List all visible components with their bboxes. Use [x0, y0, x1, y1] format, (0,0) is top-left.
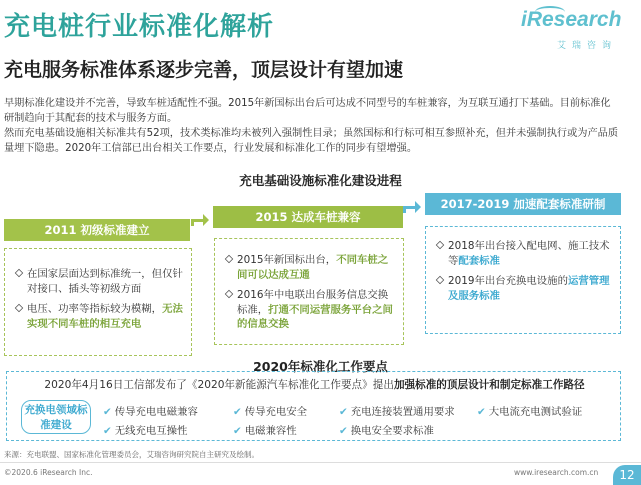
footer-divider — [0, 462, 641, 463]
stage-box-2017-2019 — [425, 226, 621, 334]
source-note: 来源：充电联盟、国家标准化管理委员会，艾瑞咨询研究院自主研究及绘制。 — [4, 450, 259, 459]
checkmark-icon: ✔ — [477, 406, 486, 418]
policy-item-label: 充电连接装置通用要求 — [350, 406, 455, 418]
stage-header-2017-2019: 2017-2019 加速配套标准研制 — [425, 193, 621, 215]
checkmark-icon: ✔ — [339, 425, 348, 437]
stage-header-2011: 2011 初级标准建立 — [4, 219, 190, 241]
bullet-text: 电压、功率等指标较为模糊， — [27, 303, 163, 315]
policy-badge: 充换电领域标准建设 — [21, 400, 91, 434]
list-item — [434, 239, 612, 268]
stage-bullet-list — [426, 227, 620, 303]
policy-text: 2020年4月16日工信部发布了《2020年新能源汽车标准化工作要点》提出 — [44, 379, 394, 391]
stage-bullet-list — [215, 239, 403, 332]
policy-item-label: 大电流充电测试验证 — [488, 406, 583, 418]
stage-box-2015 — [214, 238, 404, 345]
policy-description — [7, 377, 622, 392]
bullet-text: 2019年出台充换电设施的 — [448, 275, 568, 287]
stage-header-2015: 2015 达成车桩兼容 — [213, 206, 403, 228]
policy-item — [103, 422, 187, 437]
policy-item-label: 电磁兼容性 — [244, 425, 297, 437]
policy-item — [233, 403, 307, 418]
policy-item-label: 传导充电安全 — [244, 406, 308, 418]
diamond-bullet-icon — [436, 276, 444, 284]
policy-title: 2020年标准化工作要点 — [253, 359, 388, 374]
website-link[interactable]: www.iresearch.com.cn — [514, 468, 599, 477]
diamond-bullet-icon — [15, 304, 23, 312]
policy-item-label: 换电安全要求标准 — [350, 425, 434, 437]
list-item — [13, 267, 183, 296]
checkmark-icon: ✔ — [339, 406, 348, 418]
list-item — [13, 302, 183, 331]
copyright: ©2020.6 iResearch Inc. — [4, 468, 93, 477]
intro-paragraph-1: 早期标准化建设并不完善，导致车桩适配性不强。2015年新国标出台后可达成不同型号的车桩兼容，为互联互通打下基础。目前标准化研制趋向于其配套的技术与服务方面。 — [4, 98, 611, 124]
list-item — [434, 274, 612, 303]
bullet-emphasis: 不同车桩之间可以达成互通 — [237, 254, 389, 281]
stage-box-2011 — [4, 248, 192, 356]
step-arrow-icon — [189, 210, 211, 228]
bullet-text: 2015年新国标出台， — [237, 254, 337, 266]
checkmark-icon: ✔ — [103, 425, 112, 437]
list-item — [223, 288, 395, 332]
policy-highlight: 加强标准的顶层设计和制定标准工作路径 — [393, 379, 585, 391]
intro-paragraph-2: 然而充电基础设施相关标准共有52项，技术类标准均未被列入强制性目录；虽然国标和行标可相互参照补充，但并未强制执行或为产品质量埋下隐患。2020年工信部已出台相关工作要点，行业发展和标准化工作的同步有望增强。 — [4, 128, 619, 154]
diamond-bullet-icon — [15, 269, 23, 277]
page-subtitle: 充电服务标准体系逐步完善，顶层设计有望加速 — [4, 59, 404, 81]
logo-subtext: 艾瑞咨询 — [557, 41, 618, 51]
stage-bullet-list — [5, 249, 191, 331]
flow-title: 充电基础设施标准化建设进程 — [239, 173, 402, 188]
iresearch-logo — [521, 8, 629, 52]
checkmark-icon: ✔ — [103, 406, 112, 418]
bullet-emphasis: 配套标准 — [458, 254, 500, 267]
list-item — [223, 253, 395, 282]
diamond-bullet-icon — [436, 241, 444, 249]
page-title: 充电桩行业标准化解析 — [4, 12, 275, 42]
intro-text — [4, 96, 619, 156]
policy-box — [6, 371, 621, 441]
policy-item — [233, 422, 297, 437]
bullet-emphasis: 无法实现不同车桩的相互充电 — [27, 303, 183, 330]
policy-item-label: 传导充电电磁兼容 — [114, 406, 198, 418]
diamond-bullet-icon — [225, 290, 233, 298]
bullet-emphasis: 运营管理及服务标准 — [448, 275, 610, 302]
policy-item — [339, 422, 434, 437]
bullet-text: 在国家层面达到标准统一，但仅针对接口、插头等初级方面 — [27, 268, 183, 295]
logo-brand: iResearch — [521, 8, 622, 31]
bullet-text: 2016年中电联出台服务信息交换标准， — [237, 289, 389, 316]
bullet-text: 2018年出台接入配电网、施工技术等 — [448, 240, 610, 267]
bullet-emphasis: 打通不同运营服务平台之间的信息交换 — [237, 303, 393, 330]
step-arrow-icon — [401, 197, 423, 215]
policy-item — [477, 403, 582, 418]
policy-item — [339, 403, 455, 418]
policy-item — [103, 403, 198, 418]
checkmark-icon: ✔ — [233, 425, 242, 437]
page-number: 12 — [613, 465, 641, 485]
diamond-bullet-icon — [225, 255, 233, 263]
checkmark-icon: ✔ — [233, 406, 242, 418]
policy-item-label: 无线充电互操性 — [114, 425, 188, 437]
